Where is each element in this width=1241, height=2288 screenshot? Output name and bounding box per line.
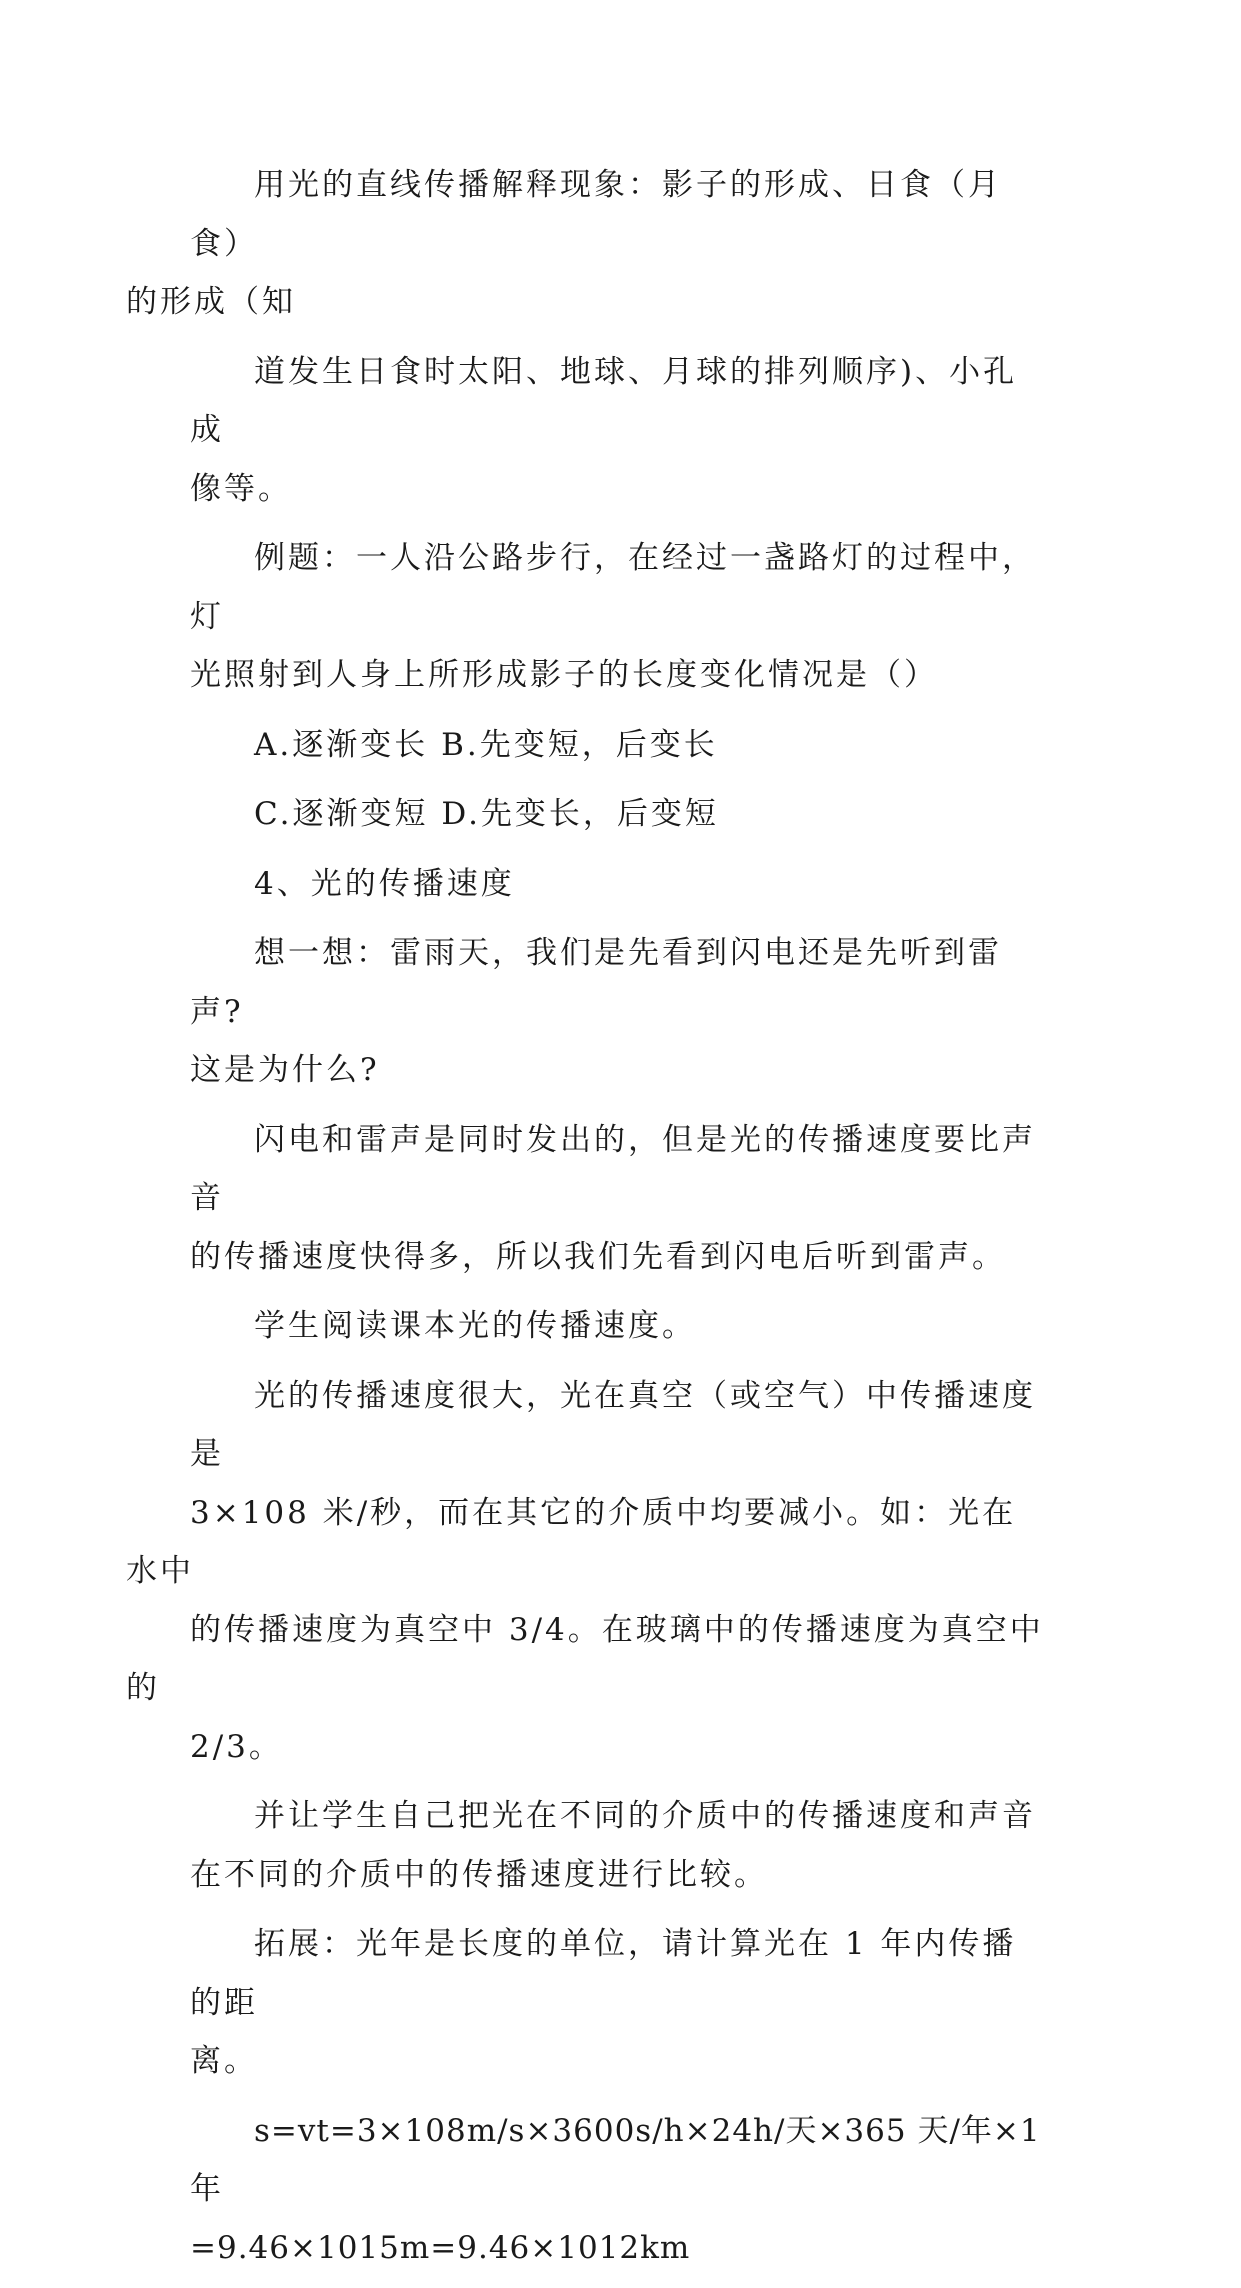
- formula-line: =9.46×1015m=9.46×1012km: [190, 2229, 691, 2266]
- document-body: [126, 156, 1050, 2288]
- text-line: 像等。: [190, 470, 292, 507]
- text-line: 道发生日食时太阳、地球、月球的排列顺序)、小孔成: [190, 353, 1018, 448]
- paragraph-reading-task: [190, 1297, 1050, 1356]
- text-line: 光的传播速度很大，光在真空（或空气）中传播速度是: [190, 1377, 1036, 1472]
- text-line: 在不同的介质中的传播速度进行比较。: [190, 1856, 768, 1893]
- paragraph-option-ab: [190, 716, 1050, 775]
- text-line: 光照射到人身上所形成影子的长度变化情况是（）: [190, 657, 938, 693]
- text-line: C.逐渐变短 D.先变长，后变短: [254, 796, 719, 832]
- section-heading-light-speed: [190, 855, 1050, 914]
- text-line: A.逐渐变长 B.先变短，后变长: [254, 726, 718, 763]
- text-line: 例题：一人沿公路步行，在经过一盏路灯的过程中，灯: [190, 540, 1036, 635]
- text-line: 2/3。: [190, 1728, 283, 1765]
- text-line: 并让学生自己把光在不同的介质中的传播速度和声音: [254, 1798, 1036, 1834]
- paragraph-example-question: [190, 529, 1050, 705]
- formula-line: s=vt=3×108m/s×3600s/h×24h/天×365 天/年×1 年: [190, 2112, 1041, 2207]
- paragraph-light-year-formula: [190, 2102, 1050, 2278]
- text-line: 学生阅读课本光的传播速度。: [254, 1308, 696, 1344]
- text-line: 3×108 米/秒，而在其它的介质中均要减小。如：光在水中: [126, 1494, 1017, 1589]
- text-line: 的传播速度快得多，所以我们先看到闪电后听到雷声。: [190, 1238, 1006, 1275]
- text-line: 这是为什么?: [190, 1052, 380, 1088]
- paragraph-eclipse-order: [190, 343, 1050, 519]
- paragraph-thunder-answer: [190, 1111, 1050, 1287]
- paragraph-light-phenomena: [126, 156, 1050, 332]
- text-line: 用光的直线传播解释现象：影子的形成、日食（月食）: [190, 167, 1002, 262]
- text-line: 拓展：光年是长度的单位，请计算光在 1 年内传播的距: [190, 1926, 1017, 2021]
- paragraph-option-cd: [190, 785, 1050, 844]
- text-line: 离。: [190, 2043, 258, 2079]
- text-line: 闪电和雷声是同时发出的，但是光的传播速度要比声音: [190, 1121, 1036, 1216]
- paragraph-extension-light-year: [190, 1915, 1050, 2091]
- paragraph-speed-facts: [126, 1367, 1050, 1777]
- paragraph-comparison-task: [190, 1787, 1050, 1904]
- text-line: 想一想：雷雨天，我们是先看到闪电还是先听到雷声?: [190, 935, 1002, 1030]
- text-line: 的形成（知: [126, 284, 296, 320]
- paragraph-think-question: [190, 924, 1050, 1100]
- text-line: 4、光的传播速度: [254, 865, 515, 902]
- text-line: 的传播速度为真空中 3/4。在玻璃中的传播速度为真空中的: [126, 1611, 1044, 1706]
